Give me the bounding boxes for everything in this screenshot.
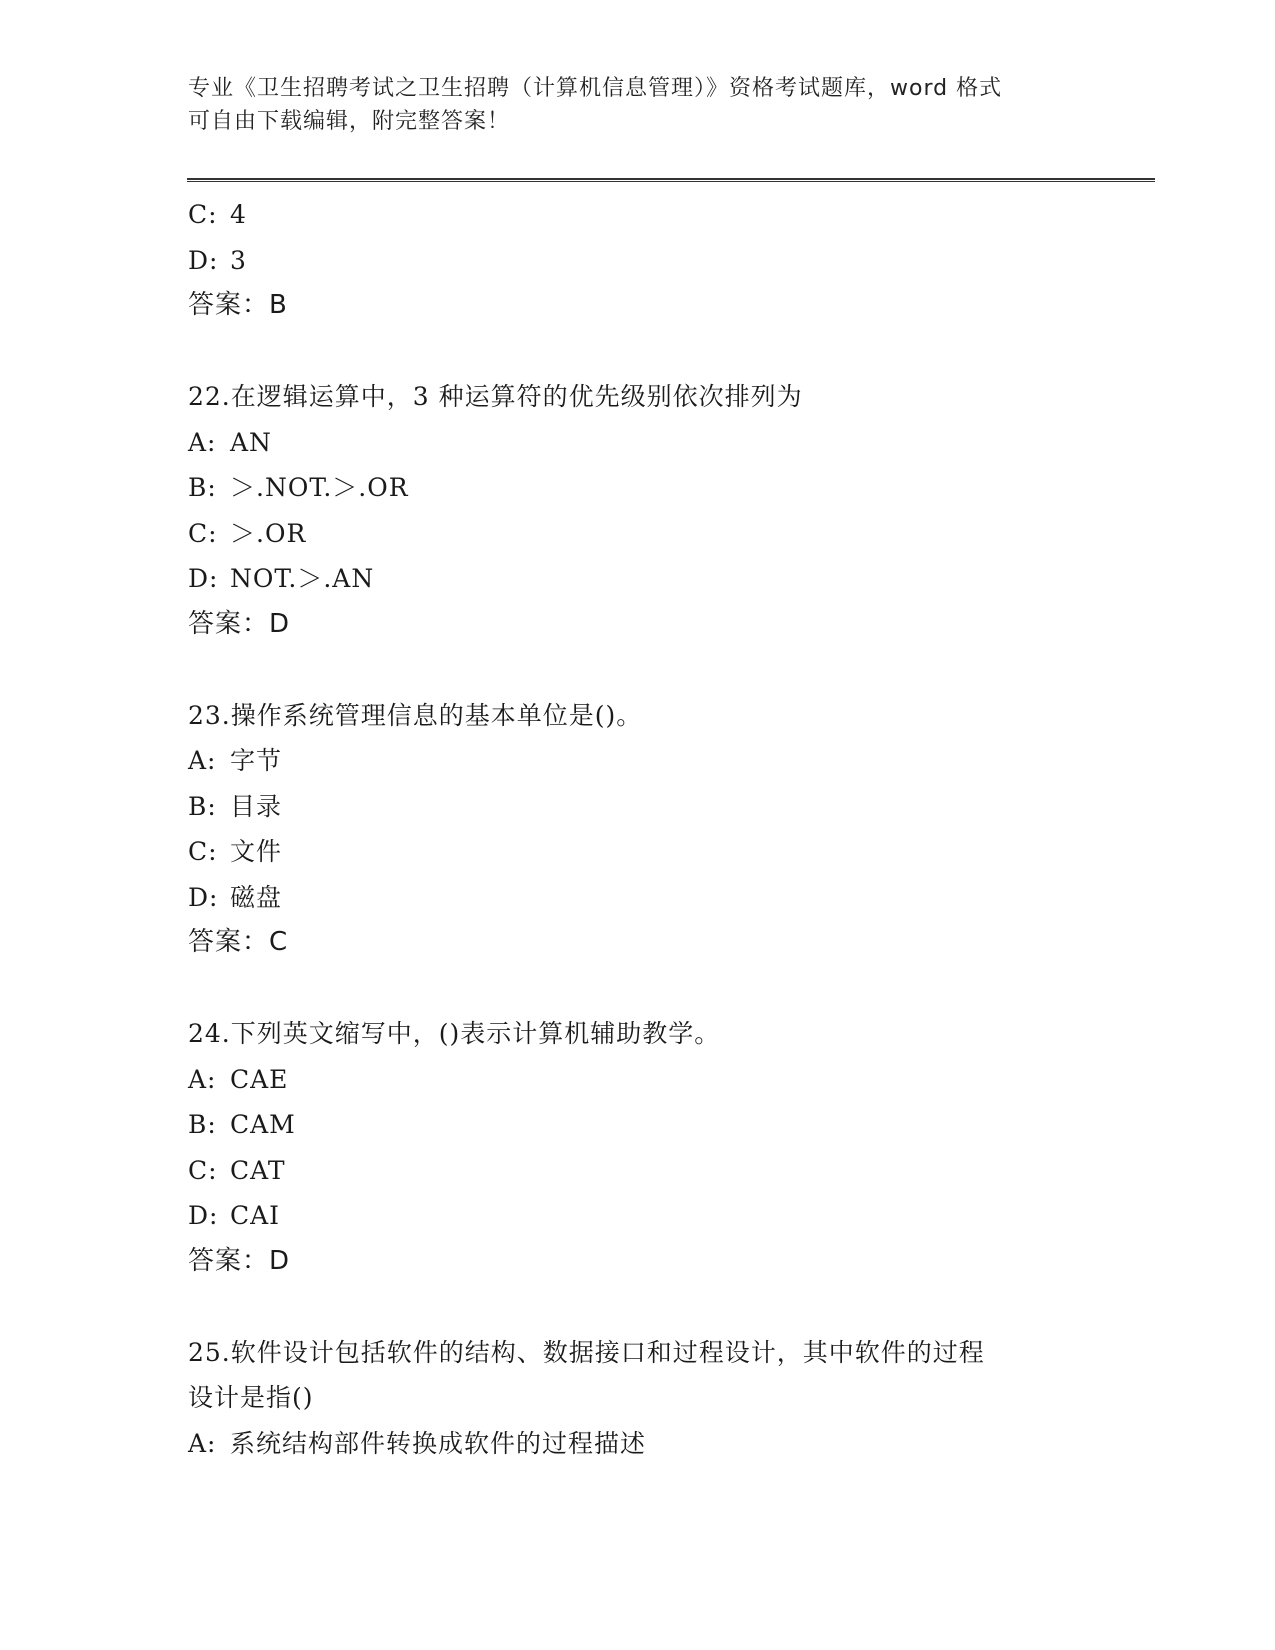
option-c <box>188 829 1088 875</box>
question-24 <box>188 1011 1088 1284</box>
option-key: C: <box>188 1155 218 1185</box>
question-text: 22.在逻辑运算中，3 种运算符的优先级别依次排列为 <box>188 382 803 411</box>
question-25 <box>188 1330 1088 1467</box>
question-23 <box>188 693 1088 966</box>
option-key: D: <box>188 882 219 912</box>
option-key: D: <box>188 245 219 275</box>
spacer <box>188 329 1088 375</box>
option-a <box>188 420 1088 466</box>
option-text: ＞.NOT.＞.OR <box>230 473 409 502</box>
spacer <box>188 647 1088 693</box>
option-d <box>188 1193 1088 1239</box>
option-text: 目录 <box>230 791 283 821</box>
question-text: 24.下列英文缩写中，()表示计算机辅助教学。 <box>188 1019 721 1048</box>
document-header <box>188 72 1088 138</box>
option-b <box>188 1102 1088 1148</box>
question-text: 23.操作系统管理信息的基本单位是()。 <box>188 700 643 730</box>
option-key: A: <box>188 1428 217 1458</box>
option-a <box>188 738 1088 784</box>
option-text: 字节 <box>230 746 283 775</box>
answer-line: 答案：B <box>188 290 288 320</box>
option-text: 系统结构部件转换成软件的过程描述 <box>230 1428 647 1458</box>
question-fragment <box>188 192 1088 329</box>
option-text: AN <box>230 427 272 457</box>
option-key: C: <box>188 837 218 866</box>
option-c <box>188 511 1088 557</box>
option-d <box>188 875 1088 921</box>
option-a <box>188 1421 1088 1467</box>
option-c <box>188 192 1088 238</box>
option-key: C: <box>188 518 218 548</box>
spacer <box>188 966 1088 1012</box>
question-text-line-1: 25.软件设计包括软件的结构、数据接口和过程设计，其中软件的过程 <box>188 1337 985 1367</box>
option-key: D: <box>188 1201 219 1230</box>
answer-line: 答案：D <box>188 608 291 639</box>
option-key: B: <box>188 473 217 502</box>
option-text: 3 <box>230 245 247 275</box>
header-title-line-1: 专业《卫生招聘考试之卫生招聘（计算机信息管理）》资格考试题库，word 格式 <box>188 76 1003 101</box>
option-d <box>188 238 1088 284</box>
answer-line: 答案：C <box>188 927 289 957</box>
answer-line: 答案：D <box>188 1245 291 1276</box>
option-text: CAT <box>230 1155 286 1185</box>
option-key: D: <box>188 564 219 593</box>
option-key: A: <box>188 1064 217 1094</box>
option-text: CAE <box>230 1064 289 1094</box>
option-b <box>188 465 1088 511</box>
header-divider <box>187 178 1155 182</box>
option-text: 磁盘 <box>230 882 283 912</box>
option-key: A: <box>188 427 217 457</box>
option-d <box>188 556 1088 602</box>
option-key: A: <box>188 746 217 775</box>
option-text: CAI <box>230 1201 281 1230</box>
option-text: NOT.＞.AN <box>230 564 375 593</box>
option-a <box>188 1057 1088 1103</box>
question-text-line-2: 设计是指() <box>188 1383 314 1412</box>
option-key: C: <box>188 200 218 229</box>
option-b <box>188 784 1088 830</box>
header-title-line-2: 可自由下载编辑，附完整答案！ <box>188 109 511 134</box>
option-key: B: <box>188 791 217 821</box>
option-text: 文件 <box>230 837 283 866</box>
option-c <box>188 1148 1088 1194</box>
option-text: ＞.OR <box>230 518 307 548</box>
option-text: 4 <box>230 200 247 229</box>
question-22 <box>188 374 1088 647</box>
question-content <box>188 192 1088 1466</box>
option-key: B: <box>188 1110 217 1139</box>
spacer <box>188 1284 1088 1330</box>
option-text: CAM <box>230 1110 296 1139</box>
